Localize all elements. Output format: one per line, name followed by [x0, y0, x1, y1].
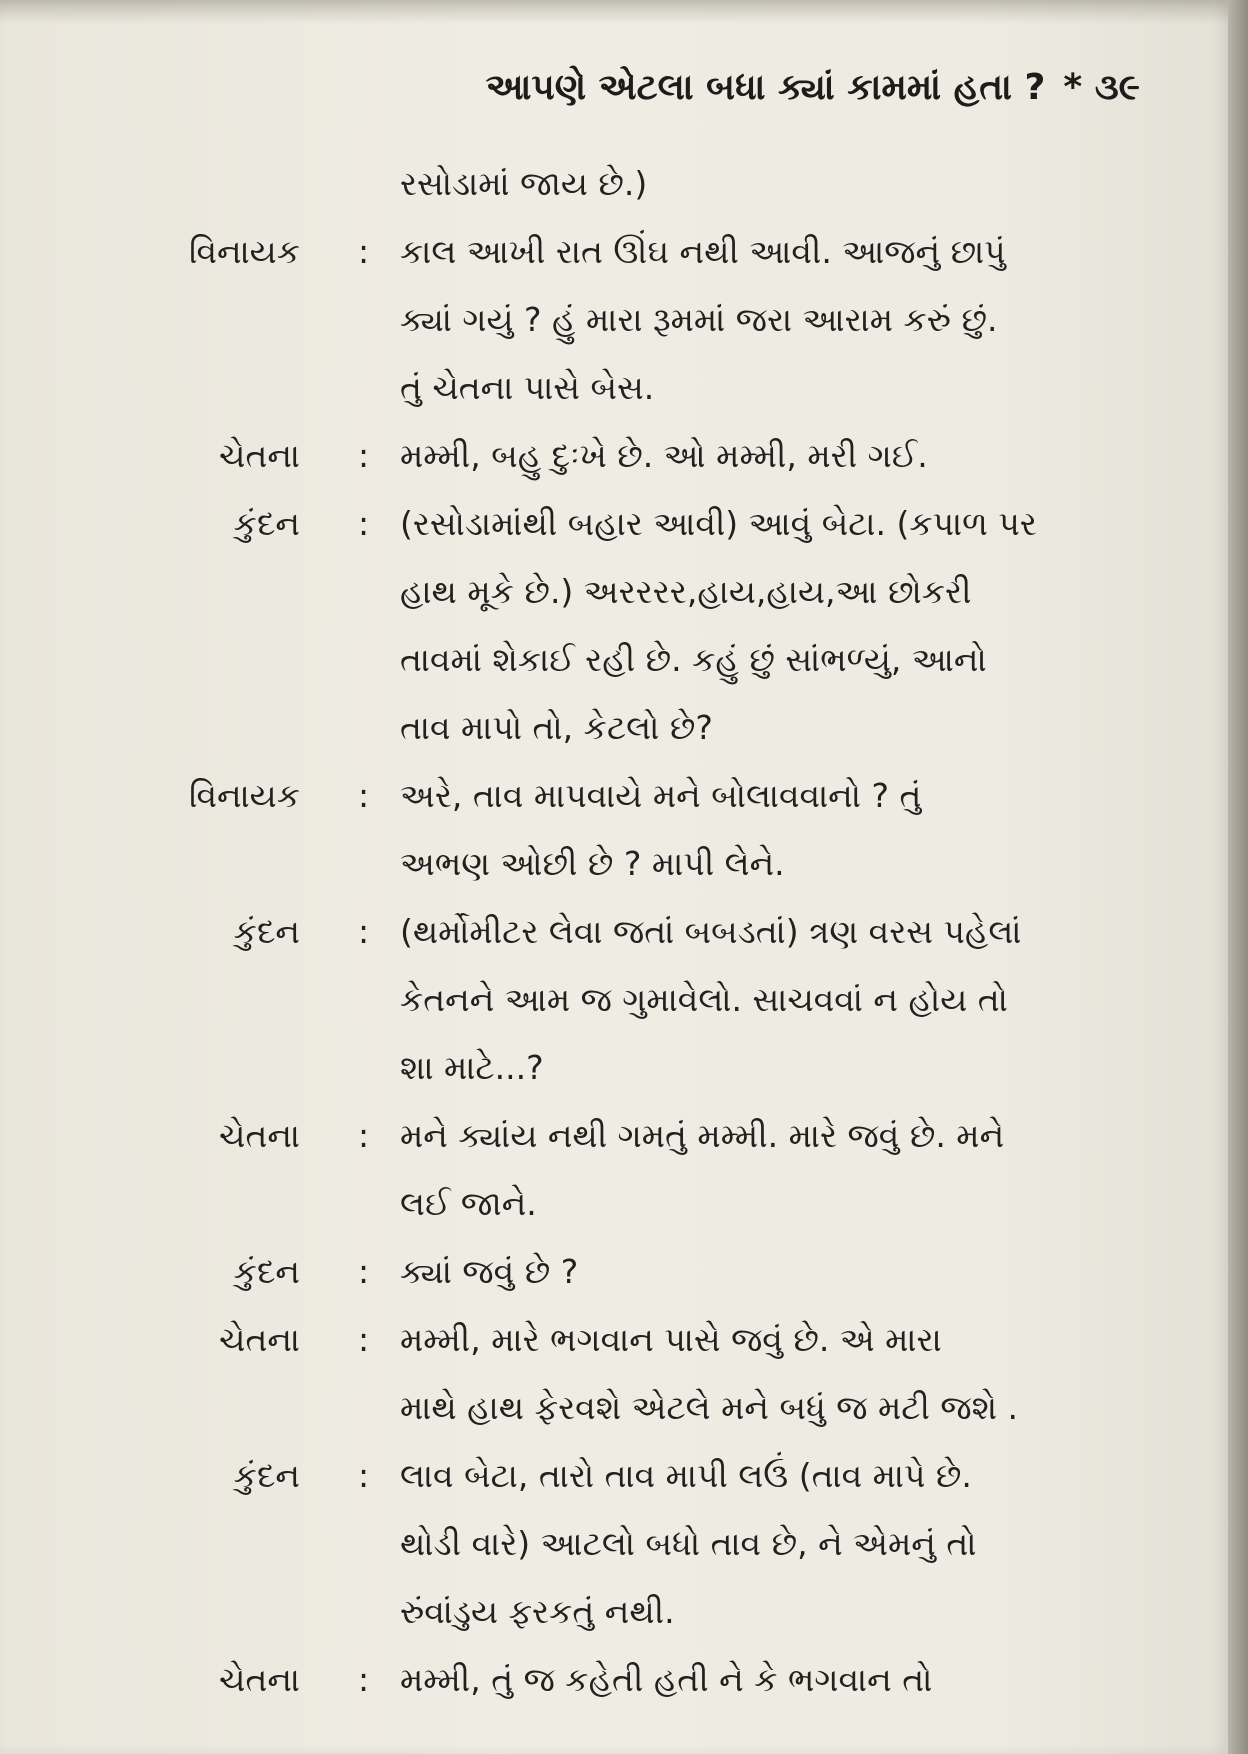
- dialogue-text: તાવમાં શેકાઈ રહી છે. કહું છું સાંભળ્યું, આનો: [400, 640, 987, 679]
- dialogue-text: ક્યાં ગયું ? હું મારા રૂમમાં જરા આરામ કરું છું.: [400, 300, 998, 339]
- speaker-colon: :: [358, 1456, 370, 1495]
- speaker-colon: :: [358, 232, 370, 271]
- speaker-colon: :: [358, 1320, 370, 1359]
- dialogue-text: અરે, તાવ માપવાયે મને બોલાવવાનો ? તું: [400, 776, 922, 815]
- dialogue-text: માથે હાથ ફેરવશે એટલે મને બધું જ મટી જશે .: [400, 1388, 1019, 1427]
- running-header-title: આપણે એટલા બધા ક્યાં કામમાં હતા ?: [485, 67, 1046, 108]
- speaker-colon: :: [358, 776, 370, 815]
- dialogue-line: [0, 286, 1228, 354]
- speaker-name: ચેતના: [219, 1660, 300, 1699]
- dialogue-text: મમ્મી, મારે ભગવાન પાસે જવું છે. એ મારા: [400, 1320, 942, 1359]
- speaker-name: ચેતના: [219, 1116, 300, 1155]
- dialogue-line: [0, 1442, 1228, 1510]
- dialogue-line: [0, 1646, 1228, 1714]
- dialogue-text: મમ્મી, બહુ દુઃખે છે. ઓ મમ્મી, મરી ગઈ.: [400, 436, 928, 475]
- speaker-colon: :: [358, 436, 370, 475]
- speaker-name: ચેતના: [219, 1320, 300, 1359]
- dialogue-line: [0, 1102, 1228, 1170]
- running-header: [300, 58, 1140, 118]
- dialogue-line: [0, 694, 1228, 762]
- dialogue-line: [0, 762, 1228, 830]
- dialogue-line: [0, 490, 1228, 558]
- speaker-name: ચેતના: [219, 436, 300, 475]
- speaker-name: કુંદન: [233, 504, 300, 543]
- dialogue-text: લઈ જાને.: [400, 1184, 537, 1223]
- page-top-shadow: [0, 0, 1228, 24]
- speaker-name: વિનાયક: [188, 232, 300, 271]
- dialogue-text: કેતનને આમ જ ગુમાવેલો. સાચવવાં ન હોય તો: [400, 980, 1008, 1019]
- dialogue-line: [0, 1238, 1228, 1306]
- speaker-name: વિનાયક: [188, 776, 300, 815]
- speaker-colon: :: [358, 504, 370, 543]
- dialogue-block: [0, 150, 1228, 1714]
- dialogue-line: [0, 898, 1228, 966]
- dialogue-text: હાથ મૂકે છે.) અરરરર,હાય,હાય,આ છોકરી: [400, 572, 972, 611]
- dialogue-line: [0, 1170, 1228, 1238]
- dialogue-line: [0, 626, 1228, 694]
- speaker-name: કુંદન: [233, 1456, 300, 1495]
- page-number: * ૩૯: [1063, 67, 1140, 108]
- dialogue-line: [0, 1034, 1228, 1102]
- speaker-colon: :: [358, 1116, 370, 1155]
- speaker-name: કુંદન: [233, 912, 300, 951]
- dialogue-text: રુંવાંડુય ફરકતું નથી.: [400, 1592, 675, 1631]
- dialogue-line: [0, 1374, 1228, 1442]
- speaker-colon: :: [358, 912, 370, 951]
- dialogue-line: [0, 1306, 1228, 1374]
- dialogue-line: [0, 558, 1228, 626]
- dialogue-text: (થર્મોમીટર લેવા જતાં બબડતાં) ત્રણ વરસ પહેલાં: [400, 912, 1022, 951]
- dialogue-text: અભણ ઓછી છે ? માપી લેને.: [400, 844, 785, 883]
- dialogue-text: મને ક્યાંય નથી ગમતું મમ્મી. મારે જવું છે. મને: [400, 1116, 1005, 1155]
- dialogue-text: થોડી વારે) આટલો બધો તાવ છે, ને એમનું તો: [400, 1524, 977, 1563]
- dialogue-text: ક્યાં જવું છે ?: [400, 1252, 579, 1291]
- dialogue-text: તું ચેતના પાસે બેસ.: [400, 368, 655, 407]
- speaker-colon: :: [358, 1660, 370, 1699]
- dialogue-text: મમ્મી, તું જ કહેતી હતી ને કે ભગવાન તો: [400, 1660, 933, 1699]
- speaker-name: કુંદન: [233, 1252, 300, 1291]
- dialogue-line: [0, 150, 1228, 218]
- dialogue-line: [0, 218, 1228, 286]
- dialogue-text: તાવ માપો તો, કેટલો છે?: [400, 708, 713, 747]
- dialogue-text: લાવ બેટા, તારો તાવ માપી લઉં (તાવ માપે છે.: [400, 1456, 972, 1495]
- dialogue-line: [0, 1578, 1228, 1646]
- dialogue-line: [0, 354, 1228, 422]
- dialogue-line: [0, 1510, 1228, 1578]
- dialogue-text: કાલ આખી રાત ઊંઘ નથી આવી. આજનું છાપું: [400, 232, 1006, 271]
- dialogue-line: [0, 830, 1228, 898]
- dialogue-text: (રસોડામાંથી બહાર આવી) આવું બેટા. (કપાળ પર: [400, 504, 1037, 543]
- dialogue-line: [0, 966, 1228, 1034]
- book-edge: [1228, 0, 1248, 1754]
- dialogue-line: [0, 422, 1228, 490]
- dialogue-text: રસોડામાં જાય છે.): [400, 164, 648, 203]
- dialogue-text: શા માટે...?: [400, 1048, 544, 1087]
- speaker-colon: :: [358, 1252, 370, 1291]
